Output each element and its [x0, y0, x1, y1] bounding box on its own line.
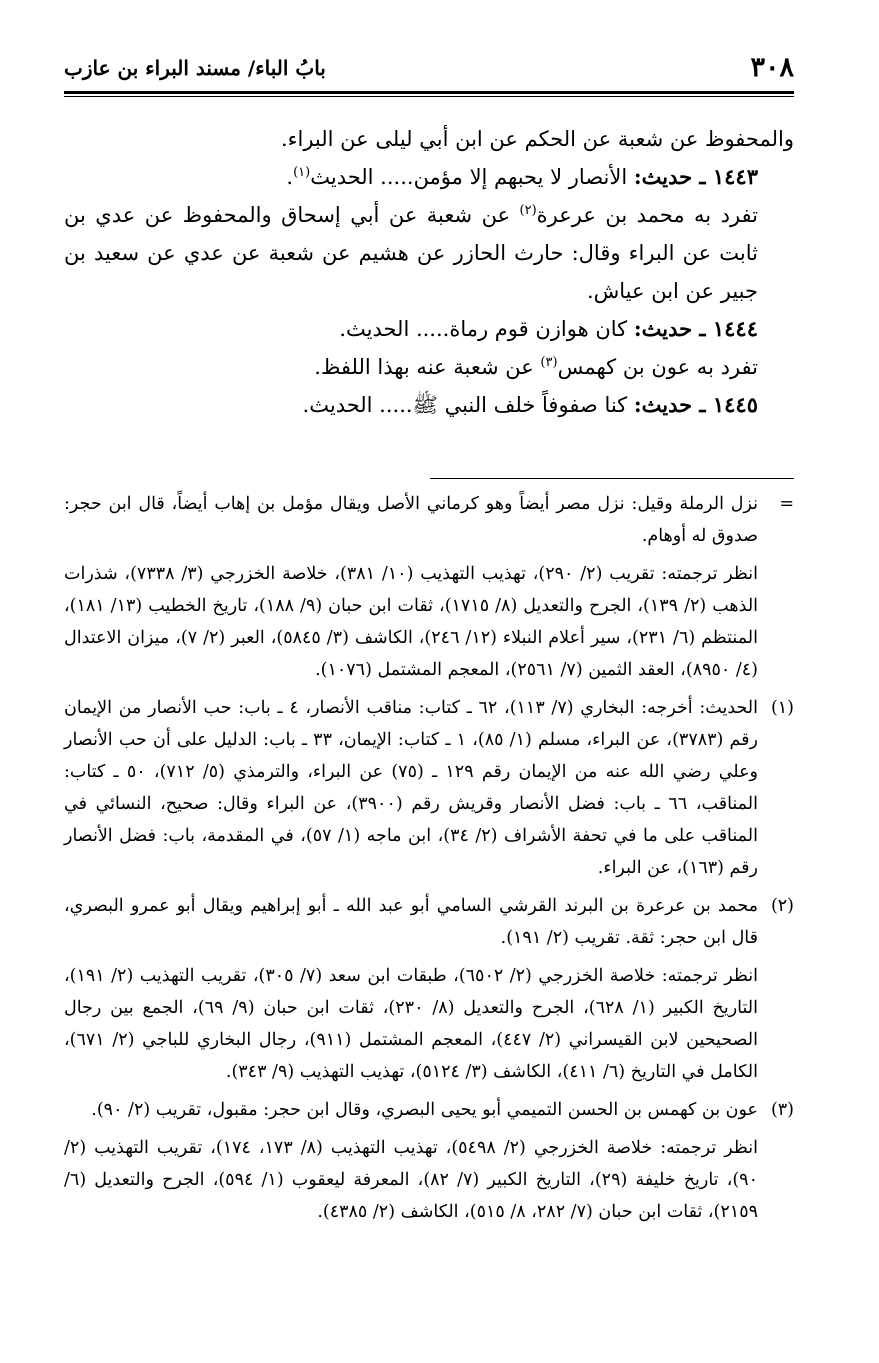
- hadith-1443-text: الأنصار لا يحبهم إلا مؤمن..... الحديث: [310, 165, 628, 189]
- footnote-refs: انظر ترجمته: تقريب (٢/ ٢٩٠)، تهذيب التهذيب (١٠/ ٣٨١)، خلاصة الخزرجي (٣/ ٧٣٣٨)، شذرات الذهب (٢/ ١٣٩)، الجرح والتعديل (٨/ ١٧١٥)، ثقات ابن حبان (٩/ ١٨٨)، تاريخ الخطيب (١٣/ ١٨١)، المنتظم (٦/ ٢٣١)، سير أعلام النبلاء (١٢/ ٢٤٦)، الكاشف (٣/ ٥٨٤٥)، العبر (٢/ ٧)، ميزان الاعتدال (٤/ ٨٩٥٠)، العقد الثمين (٧/ ٢٥٦١)، المعجم المشتمل (١٠٧٦).: [64, 564, 759, 680]
- paragraph-2-b: عن شعبة عن أبي إسحاق والمحفوظ عن عدي بن ثابت عن البراء وقال: حارث الحازر عن هشيم عن شعبة عن عدي عن سعيد بن جبير عن ابن عياش.: [64, 203, 758, 303]
- footnote-mark: =: [779, 494, 794, 514]
- footnote-mark: (١): [770, 698, 794, 718]
- footnote-ref-2: (٢): [519, 203, 537, 218]
- footnote-continued: [64, 488, 794, 552]
- footnote-separator: [430, 478, 794, 479]
- footnote-3: [64, 1094, 794, 1126]
- paragraph-3: [64, 348, 794, 386]
- footnote-mark: (٣): [770, 1100, 794, 1120]
- footnote-1: [64, 692, 794, 884]
- page-number: ٣٠٨: [750, 52, 794, 83]
- main-text: [64, 120, 794, 424]
- paragraph-3-a: تفرد به عون بن كهمس: [557, 355, 758, 379]
- header-rule: [64, 91, 794, 94]
- footnote-text: الحديث: أخرجه: البخاري (٧/ ١١٣)، ٦٢ ـ كتاب: مناقب الأنصار، ٤ ـ باب: حب الأنصار من الإيمان رقم (٣٧٨٣)، عن البراء، مسلم (١/ ٨٥)، ١ ـ كتاب: الإيمان، ٣٣ ـ باب: الدليل على أن حب الأنصار وعلي رضي الله عنه من الإيمان رقم ١٢٩ ـ (٧٥) عن البراء، والترمذي (٥/ ٧١٢)، ٥٠ ـ كتاب: المناقب، ٦٦ ـ باب: فضل الأنصار وقريش رقم (٣٩٠٠)، عن البراء وقال: صحيح، النسائي في المناقب على ما في تحفة الأشراف (٢/ ٣٤)، ابن ماجه (١/ ٥٧)، في المقدمة، باب: فضل الأنصار رقم (١٦٣)، عن البراء.: [64, 698, 758, 878]
- footnote-text: نزل الرملة وقيل: نزل مصر أيضاً وهو كرماني الأصل ويقال مؤمل بن إهاب أيضاً، قال ابن حجر: صدوق له أوهام.: [64, 494, 758, 546]
- footnote-2: [64, 890, 794, 954]
- footnote-ref-3: (٣): [540, 355, 558, 370]
- hadith-1444-text: كان هوازن قوم رماة..... الحديث.: [339, 317, 628, 341]
- paragraph-3-b: عن شعبة عنه بهذا اللفظ.: [314, 355, 541, 379]
- footnote-text: محمد بن عرعرة بن البرند القرشي السامي أبو عبد الله ـ أبو إبراهيم ويقال أبو عمرو البصري، قال ابن حجر: ثقة. تقريب (٢/ ١٩١).: [64, 896, 758, 948]
- hadith-1444: [64, 310, 794, 348]
- header-rule-thin: [64, 96, 794, 97]
- running-head: بابُ الباء/ مسند البراء بن عازب: [64, 56, 326, 80]
- footnote-mark: (٢): [770, 896, 794, 916]
- hadith-1444-label: ١٤٤٤ ـ حديث:: [633, 316, 758, 341]
- page-header: [64, 52, 794, 86]
- paragraph-2: [64, 196, 794, 310]
- hadith-1445-label: ١٤٤٥ ـ حديث:: [633, 392, 758, 417]
- footnote-text: عون بن كهمس بن الحسن التميمي أبو يحيى البصري، وقال ابن حجر: مقبول، تقريب (٢/ ٩٠).: [91, 1100, 758, 1120]
- hadith-1445: [64, 386, 794, 424]
- paragraph-1: والمحفوظ عن شعبة عن الحكم عن ابن أبي ليلى عن البراء.: [280, 127, 794, 151]
- paragraph-2-a: تفرد به محمد بن عرعرة: [536, 203, 758, 227]
- hadith-1445-text: كنا صفوفاً خلف النبي ﷺ..... الحديث.: [302, 393, 628, 417]
- hadith-1443-label: ١٤٤٣ ـ حديث:: [633, 164, 758, 189]
- hadith-1443-end: .: [286, 165, 294, 189]
- footnote-ref-1: (١): [293, 165, 311, 180]
- hadith-1443: [64, 158, 794, 196]
- footnote-refs: انظر ترجمته: خلاصة الخزرجي (٢/ ٥٤٩٨)، تهذيب التهذيب (٨/ ١٧٣، ١٧٤)، تقريب التهذيب (٢/ ٩٠)، تاريخ خليفة (٢٩)، التاريخ الكبير (٧/ ٨٢)، المعرفة ليعقوب (١/ ٥٩٤)، الجرح والتعديل (٦/ ٢١٥٩)، ثقات ابن حبان (٧/ ٢٨٢، ٨/ ٥١٥)، الكاشف (٢/ ٤٣٨٥).: [64, 1138, 758, 1222]
- footnote-refs: انظر ترجمته: خلاصة الخزرجي (٢/ ٦٥٠٢)، طبقات ابن سعد (٧/ ٣٠٥)، تقريب التهذيب (٢/ ١٩١)، التاريخ الكبير (١/ ٦٢٨)، الجرح والتعديل (٨/ ٢٣٠)، ثقات ابن حبان (٩/ ٦٩)، الجمع بين رجال الصحيحين لابن القيسراني (٢/ ٤٤٧)، المعجم المشتمل (٩١١)، رجال البخاري للباجي (٢/ ٦٧١)، الكامل في التاريخ (٦/ ٤١١)، الكاشف (٣/ ٥١٢٤)، تهذيب التهذيب (٩/ ٣٤٣).: [64, 966, 758, 1082]
- footnotes: [64, 488, 794, 1234]
